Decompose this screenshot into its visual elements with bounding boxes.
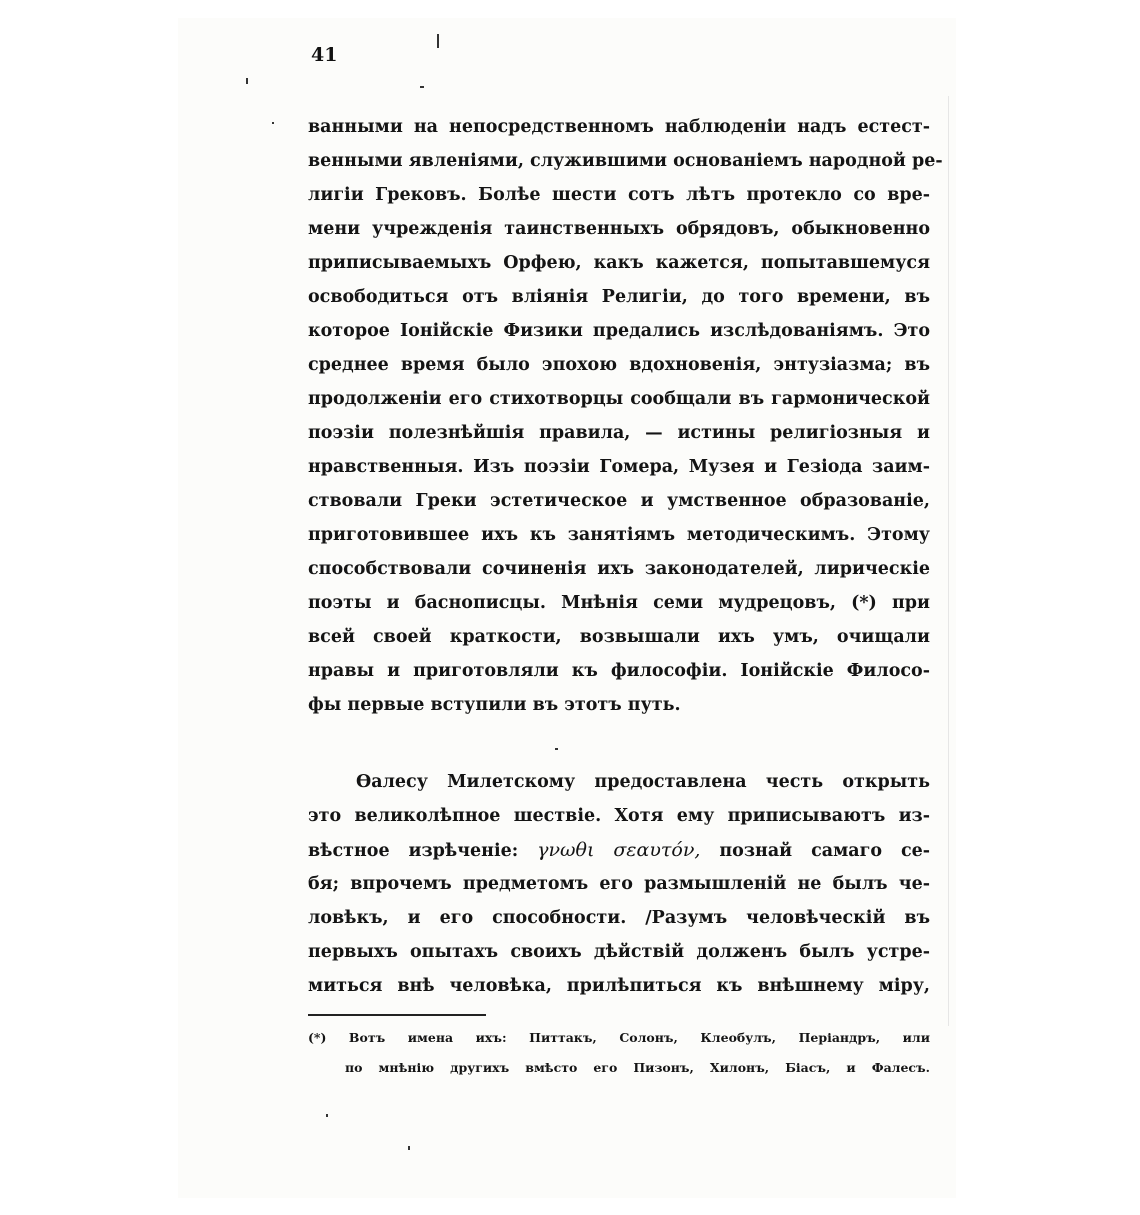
text-line: нравственныя. Изъ поэзіи Гомера, Музея и Гезіода заим- (308, 457, 930, 477)
text-line: мени учрежденія таинственныхъ обрядовъ, обыкновенно (308, 219, 930, 239)
text-line: поэзіи полезнѣйшія правила, — истины религіозныя и (308, 423, 930, 443)
paragraph-2 (308, 765, 930, 1003)
text-line: приготовившее ихъ къ занятіямъ методическимъ. Этому (308, 525, 930, 545)
scan-speck (246, 78, 248, 84)
text-line: которое Іонійскіе Физики предались изслѣдованіямъ. Это (308, 321, 930, 341)
text-line: первыхъ опытахъ своихъ дѣйствій долженъ былъ устре- (308, 942, 930, 962)
text-line: фы первые вступили въ этотъ путь. (308, 695, 681, 715)
page-edge-shadow (948, 96, 949, 1026)
text-line: ванными на непосредственномъ наблюденіи надъ естест- (308, 117, 930, 137)
footnote-line: по мнѣнію другихъ вмѣсто его Пизонъ, Хилонъ, Біасъ, и Фалесъ. (345, 1060, 930, 1075)
scan-speck (408, 1146, 410, 1150)
text-line: среднее время было эпохою вдохновенія, энтузіазма; въ (308, 355, 930, 375)
text-line: Ѳалесу Милетскому предоставлена честь открыть (356, 772, 930, 792)
text-line: всей своей краткости, возвышали ихъ умъ, очищали (308, 627, 930, 647)
scan-speck (326, 1114, 328, 1117)
text-line: освободиться отъ вліянія Религіи, до того времени, въ (308, 287, 930, 307)
text-line: ловѣкъ, и его способности. /Разумъ человѣческій въ (308, 908, 930, 928)
text-line-with-greek (308, 833, 930, 867)
text-line: нравы и приготовляли къ философіи. Іонійскіе Филосо- (308, 661, 930, 681)
text-line: бя; впрочемъ предметомъ его размышленій не былъ че- (308, 874, 930, 894)
footnote (308, 1023, 930, 1083)
text-line: способствовали сочиненія ихъ законодателей, лирическіе (308, 559, 930, 579)
text-line: лигіи Грековъ. Болѣе шести сотъ лѣтъ протекло со вре- (308, 185, 930, 205)
footnote-divider (308, 1014, 486, 1016)
text-fragment: вѣстное изрѣченіе: (308, 841, 519, 861)
scan-speck (437, 34, 439, 48)
greek-quotation: γνωθι σεαυτόν, (537, 839, 701, 861)
text-line: ствовали Греки эстетическое и умственное образованіе, (308, 491, 930, 511)
text-line: приписываемыхъ Орфею, какъ кажется, попытавшемуся (308, 253, 930, 273)
text-line: это великолѣпное шествіе. Хотя ему приписываютъ из- (308, 806, 930, 826)
text-line: поэты и баснописцы. Мнѣнія семи мудрецовъ, (*) при (308, 593, 930, 613)
scan-speck (420, 86, 424, 88)
text-fragment: познай самаго се- (719, 841, 931, 861)
text-line: венными явленіями, служившими основаніемъ народной ре- (308, 151, 943, 171)
footnote-line: (*) Вотъ имена ихъ: Питтакъ, Солонъ, Клеобулъ, Періандръ, или (308, 1030, 930, 1045)
page-number: 41 (311, 44, 338, 66)
scan-speck (555, 748, 558, 750)
text-line: продолженіи его стихотворцы сообщали въ гармонической (308, 389, 930, 409)
text-line: миться внѣ человѣка, прилѣпиться къ внѣшнему міру, (308, 976, 930, 996)
paragraph-1 (308, 110, 943, 722)
scan-speck (272, 122, 274, 124)
